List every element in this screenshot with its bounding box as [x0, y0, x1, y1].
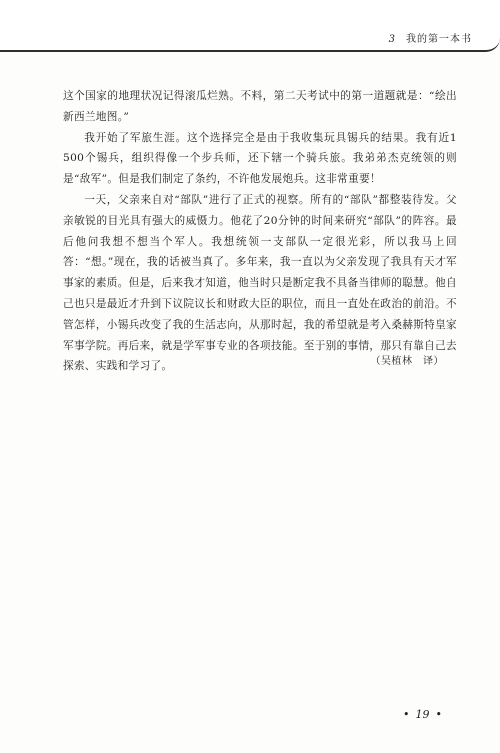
paragraph-3: 一天，父亲来自对“部队”进行了正式的视察。所有的“部队”都整装待发。父亲敏锐的目光具有强大的威慑力。他花了20分钟的时间来研究“部队”的阵容。最后他问我想不想当个军人。我想统领一支部队一定很光彩，所以我马上回答：“想。”现在，我的话被当真了。多年来，我一直以为父亲发现了我具有天才军事家的素质。但是，后来我才知道，他当时只是断定我不具备当律师的聪慧。他自己也只是最近才升到下议院议长和财政大臣的职位，而且一直处在政治的前沿。不管怎样，小锡兵改变了我的生活志向，从那时起，我的希望就是考入桑赫斯特皇家军事学院。再后来，就是学军事专业的各项技能。至于别的事情，那只有靠自己去探索、实践和学习了。 [63, 193, 457, 373]
page-number-value: 19 [415, 708, 430, 721]
paragraph-1: 这个国家的地理状况记得滚瓜烂熟。不料，第二天考试中的第一道题就是：“绘出新西兰地图。” [63, 90, 457, 123]
page-number [397, 708, 448, 721]
body-text [63, 86, 457, 377]
chapter-title: 我的第一本书 [406, 34, 472, 45]
page-number-dot-left: • [403, 708, 410, 721]
running-header [0, 0, 500, 52]
translator-credit: （吴植林 译） [370, 356, 444, 367]
chapter-heading [389, 30, 472, 45]
paragraph-2: 我开始了军旅生涯。这个选择完全是由于我收集玩具锡兵的结果。我有近1 500个锡兵，组织得像一个步兵师，还下辖一个骑兵旅。我弟弟杰克统领的则是“敌军”。但是我们制定了条约，不许他发展炮兵。这非常重要！ [63, 131, 457, 186]
chapter-number: 3 [388, 34, 396, 45]
page-number-dot-right: • [435, 708, 442, 721]
